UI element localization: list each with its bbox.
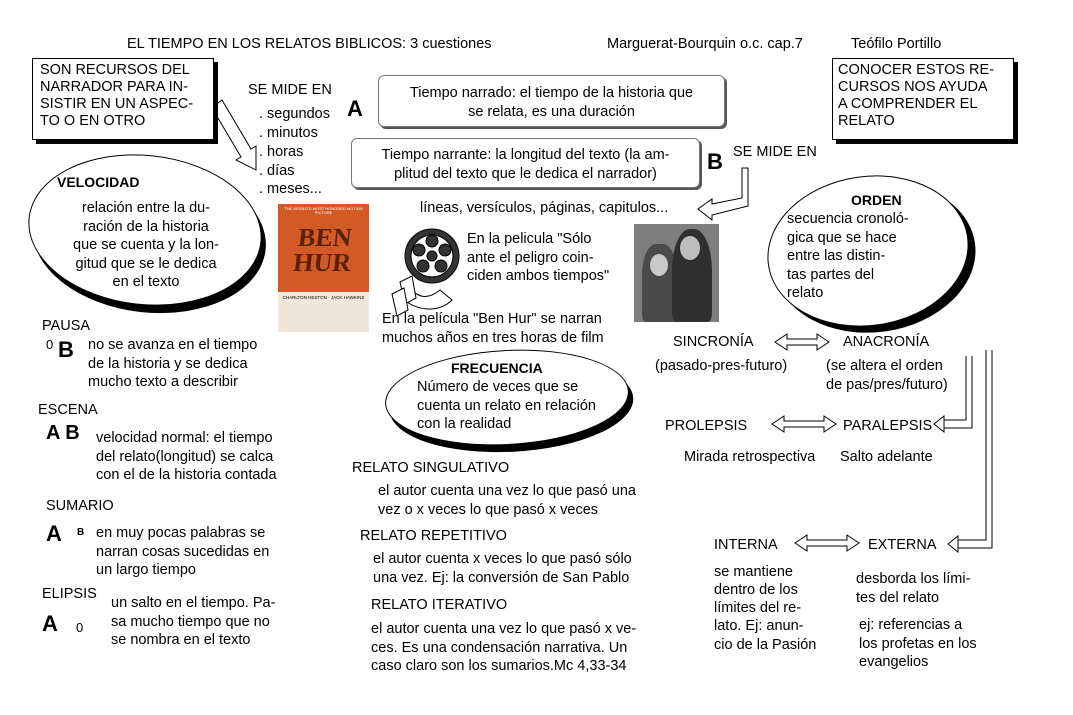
box-conocer-recursos (832, 58, 1014, 140)
photo-face-2 (650, 254, 668, 276)
tiempo-narrante-box (351, 138, 700, 188)
anacronia-label: ANACRONÍA (843, 334, 930, 350)
poster-credits: CHARLTON HESTON · JACK HAWKINS (282, 295, 365, 300)
page-title: EL TIEMPO EN LOS RELATOS BIBLICOS: 3 cuestiones (127, 36, 492, 52)
frecuencia-title: FRECUENCIA (451, 360, 543, 376)
orden-text: secuencia cronoló- gica que se hace entre las distin- tas partes del relato (787, 211, 909, 302)
letter-a: A (347, 96, 363, 121)
tiempo-narrante-text: Tiempo narrante: la longitud del texto (la am- plitud del texto que le dedica el narrador) (381, 147, 670, 182)
sincronia-desc: (pasado-pres-futuro) (655, 358, 788, 374)
pausa-desc: no se avanza en el tiempo de la historia y se dedica mucho texto a describir (88, 337, 258, 391)
box-recursos-narrador-text: SON RECURSOS DEL NARRADOR PARA IN- SISTIR EN UN ASPEC- TO O EN OTRO (40, 62, 194, 130)
escena-symbol: A B (46, 422, 80, 444)
connector-anacronia-paralepsis (944, 356, 972, 428)
se-mide-en-a: SE MIDE EN (248, 82, 332, 98)
externa-example: ej: referencias a los profetas en los evangelios (859, 617, 977, 671)
sumario-symbol-small: B (77, 527, 85, 538)
velocidad-text: relación entre la du- ración de la historia que se cuenta y la lon- gitud que se le dedica en el texto (73, 200, 219, 291)
repetitivo-label: RELATO REPETITIVO (360, 528, 507, 544)
film-peligro-text: En la pelicula "Sólo ante el peligro coin- ciden ambos tiempos" (467, 231, 610, 285)
elipsis-desc: un salto en el tiempo. Pa- sa mucho tiempo que no se nombra en el texto (111, 595, 276, 649)
sincronia-label: SINCRONÍA (673, 334, 754, 350)
velocidad-title: VELOCIDAD (57, 174, 140, 190)
paralepsis-label: PARALEPSIS (843, 418, 933, 434)
poster-title: BEN HUR (291, 223, 354, 277)
source-reference: Marguerat-Bourquin o.c. cap.7 (607, 36, 803, 52)
frecuencia-text: Número de veces que se cuenta un relato en relación con la realidad (417, 379, 596, 433)
film-benhur-text: En la película "Ben Hur" se narran muchos años en tres horas de film (382, 311, 604, 346)
externa-desc: desborda los lími- tes del relato (856, 571, 971, 606)
pausa-symbol-big: B (58, 337, 74, 362)
box-recursos-narrador (32, 58, 214, 140)
escena-desc: velocidad normal: el tiempo del relato(longitud) se calca con el de la historia contada (96, 430, 277, 484)
interna-label: INTERNA (714, 537, 778, 553)
author-name: Teófilo Portillo (851, 36, 942, 52)
arrow-left-to-units (212, 100, 256, 170)
sumario-symbol-big: A (46, 521, 62, 546)
elipsis-title: ELIPSIS (42, 586, 97, 602)
se-mide-en-b: SE MIDE EN (733, 144, 817, 160)
prolepsis-desc: Mirada retrospectiva (684, 449, 816, 465)
interna-desc: se mantiene dentro de los límites del re- lato. Ej: anun- cio de la Pasión (714, 564, 817, 653)
elipsis-symbol-big: A (42, 611, 58, 636)
tiempo-narrado-box (378, 75, 725, 127)
singulativo-desc: el autor cuenta una vez lo que pasó una vez o x veces lo que pasó x veces (378, 483, 636, 518)
double-arrow-sincronia-anacronia (775, 334, 829, 350)
ben-hur-poster-image (278, 204, 369, 332)
escena-title: ESCENA (38, 402, 98, 418)
sumario-desc: en muy pocas palabras se narran cosas sucedidas en un largo tiempo (96, 525, 270, 579)
orden-title: ORDEN (851, 192, 902, 208)
arrow-b-to-units (698, 168, 748, 220)
elipsis-symbol-small: 0 (76, 620, 84, 635)
poster-tagline: THE WORLD'S MOST HONORED MOTION PICTURE (284, 206, 363, 215)
letter-b: B (707, 149, 723, 174)
externa-label: EXTERNA (868, 537, 937, 553)
iterativo-desc: el autor cuenta una vez lo que pasó x ve- ces. Es una condensación narrativa. Un caso claro son los sumarios.Mc 4,33-34 (371, 621, 637, 675)
sumario-title: SUMARIO (46, 498, 114, 514)
double-arrow-prolepsis-paralepsis (772, 416, 836, 432)
repetitivo-desc: el autor cuenta x veces lo que pasó sólo una vez. Ej: la conversión de San Pablo (373, 551, 632, 586)
photo-face (680, 236, 700, 260)
paralepsis-desc: Salto adelante (840, 449, 933, 465)
time-units-list: . segundos . minutos . horas . días . meses... (259, 106, 330, 198)
anacronia-desc: (se altera el orden de pas/pres/futuro) (826, 358, 948, 393)
singulativo-label: RELATO SINGULATIVO (352, 460, 510, 476)
prolepsis-label: PROLEPSIS (665, 418, 748, 434)
double-arrow-interna-externa (795, 535, 859, 551)
tiempo-narrado-text: Tiempo narrado: el tiempo de la historia que se relata, es una duración (409, 85, 694, 120)
text-units-list: líneas, versículos, páginas, capitulos... (420, 200, 669, 216)
film-reel-icon (392, 229, 459, 316)
connector-anacronia-externa (958, 350, 992, 548)
pausa-title: PAUSA (42, 318, 91, 334)
box-conocer-recursos-text: CONOCER ESTOS RE- CURSOS NOS AYUDA A COMPRENDER EL RELATO (838, 62, 995, 130)
iterativo-label: RELATO ITERATIVO (371, 597, 508, 613)
solo-ante-el-peligro-photo (634, 224, 719, 322)
pausa-symbol-small: 0 (46, 337, 54, 352)
